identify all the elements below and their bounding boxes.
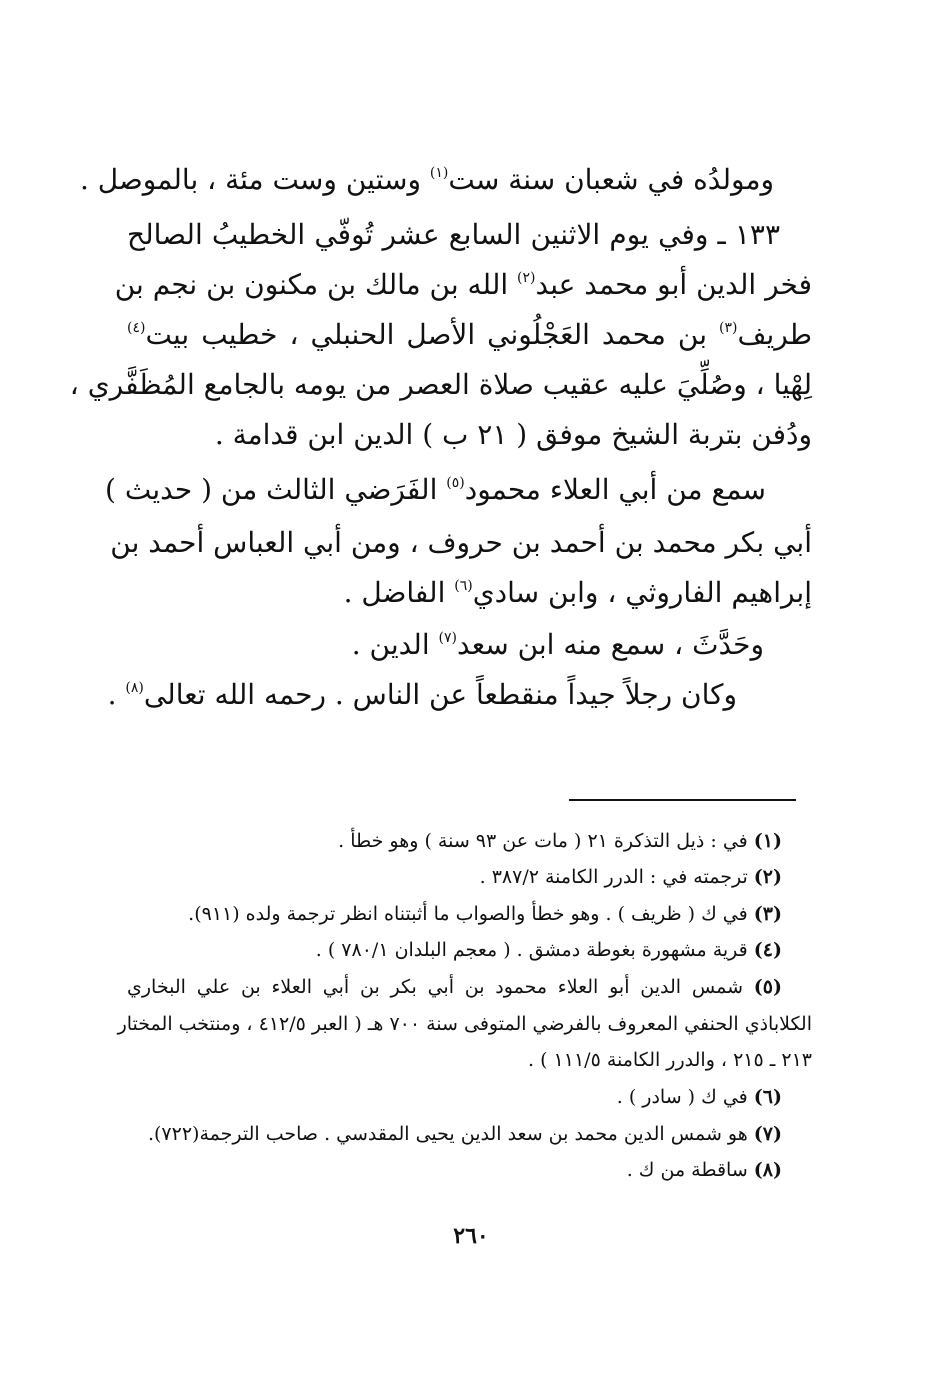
footnote: (١) في : ذيل التذكرة ٢١ ( مات عن ٩٣ سنة ) وهو خطأ . (338, 830, 782, 852)
footnote-ref: (٦) (454, 578, 473, 594)
footnote-continuation: ٢١٣ ـ ٢١٥ ، والدرر الكامنة ١١١/٥ ) . (528, 1049, 812, 1071)
text-line: وكان رجلاً جيداً منقطعاً عن الناس . رحمه الله تعالى$^{(٨)}$ . (107, 678, 737, 711)
footnote: (٤) قرية مشهورة بغوطة دمشق . ( معجم البلدان ٧٨٠/١ ) . (315, 939, 782, 961)
footnote: (٥) شمس الدين أبو العلاء محمود بن أبي بكر بن أبي العلاء بن علي البخاري (127, 976, 782, 998)
footnote: (٦) في ك ( سادر ) . (616, 1086, 782, 1108)
footnote-ref: (٥) (446, 475, 465, 491)
footnote-ref: (١) (429, 165, 449, 181)
text-line: وحَدَّثَ ، سمع منه ابن سعد$^{(٧)}$ الدين . (351, 628, 764, 661)
text-line: ومولدُه في شعبان سنة ست$^{(١)}$ وستين وست مئة ، بالموصل . (79, 163, 774, 196)
text-line: أبي بكر محمد بن أحمد بن حروف ، ومن أبي العباس أحمد بن (110, 526, 812, 559)
page-number: ٢٦٠ (453, 1223, 489, 1249)
footnote: (٨) ساقطة من ك . (626, 1159, 782, 1181)
footnote-separator (569, 799, 796, 801)
text-line: إبراهيم الفاروثي ، وابن سادي$^{(٦)}$ الفاضل . (343, 576, 812, 609)
text-line: فخر الدين أبو محمد عبد$^{(٢)}$ الله بن مالك بن مكنون بن نجم بن (114, 268, 812, 301)
text-line: ودُفن بتربة الشيخ موفق ( ٢١ ب ) الدين ابن قدامة . (214, 418, 812, 451)
footnote-continuation: الكلاباذي الحنفي المعروف بالفرضي المتوفى سنة ٧٠٠ هـ ( العبر ٤١٢/٥ ، ومنتخب المختار (117, 1013, 812, 1035)
footnote-ref: (٨) (125, 680, 144, 696)
text-line: لِهْيا ، وصُلِّيَ عليه عقيب صلاة العصر من يومه بالجامع المُظَفَّري ، (69, 368, 812, 401)
footnote-ref: (٧) (438, 630, 457, 646)
footnote: (٢) ترجمته في : الدرر الكامنة ٣٨٧/٢ . (479, 866, 782, 888)
footnote-ref: (٤) (127, 320, 146, 336)
text-line: طريف$^{(٣)}$ بن محمد العَجْلُوني الأصل الحنبلي ، خطيب بيت$^{(٤)}$ (127, 318, 812, 351)
footnote: (٧) هو شمس الدين محمد بن سعد الدين يحيى المقدسي . صاحب الترجمة(٧٢٢). (147, 1123, 782, 1145)
footnote-ref: (٢) (517, 270, 536, 286)
text-line: ١٣٣ ـ وفي يوم الاثنين السابع عشر تُوفّي الخطيبُ الصالح (127, 218, 780, 251)
footnote: (٣) في ك ( ظريف ) . وهو خطأ والصواب ما أثبتناه انظر ترجمة ولده (٩١١). (188, 903, 782, 925)
text-line: سمع من أبي العلاء محمود$^{(٥)}$ الفَرَضي الثالث من ( حديث ) (105, 473, 766, 506)
footnote-ref: (٣) (719, 320, 738, 336)
